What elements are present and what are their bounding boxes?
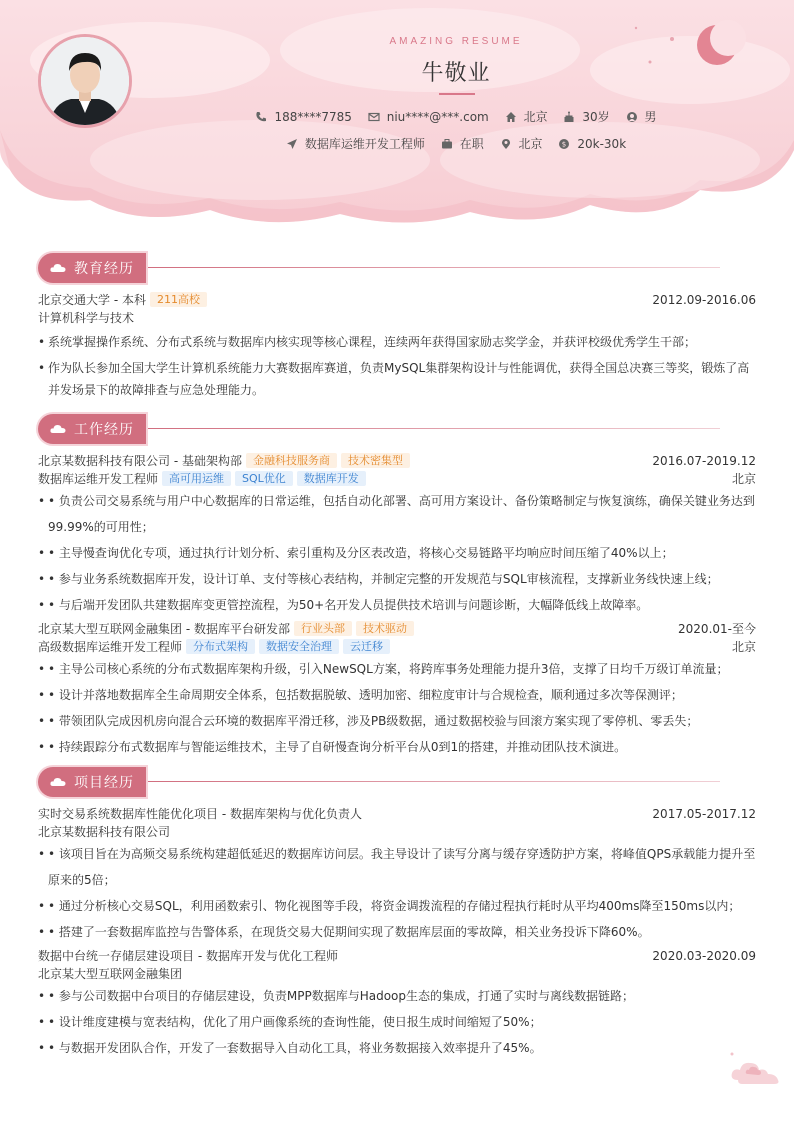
company-tag: 金融科技服务商 xyxy=(246,453,337,468)
list-item-continuation: 并发场景下的故障排查与应急处理能力。 xyxy=(48,383,265,397)
money-icon xyxy=(558,138,570,150)
list-item: • 系统掌握操作系统、分布式系统与数据库内核实现等核心课程，连续两年获得国家励志奖学金，并获评校级优秀学生干部； xyxy=(38,329,756,355)
salary-item xyxy=(558,137,626,151)
cloud-icon xyxy=(50,777,66,787)
phone-value: 188****7785 xyxy=(274,109,352,124)
job-role: 数据库运维开发工程师 xyxy=(38,472,159,486)
location-value: 北京 xyxy=(523,110,548,124)
list-item: • • 设计维度建模与宽表结构，优化了用户画像系统的查询性能，使日报生成时间缩短了50%； xyxy=(38,1009,756,1035)
section-divider xyxy=(148,428,720,429)
list-item: • • 与数据开发团队合作，开发了一套数据导入自动化工具，将业务数据接入效率提升了45%。 xyxy=(38,1035,756,1061)
location-item xyxy=(505,108,548,125)
education-period: 2012.09-2016.06 xyxy=(652,293,756,307)
job-city: 北京 xyxy=(731,472,756,486)
status-value: 在职 xyxy=(459,137,484,151)
list-item: • 作为队长参加全国大学生计算机系统能力大赛数据库赛道，负责MySQL集群架构设计与性能调优，获得全国总决赛三等奖，锻炼了高 xyxy=(38,355,756,381)
project-org: 北京某数据科技有限公司 xyxy=(38,825,171,839)
list-item: • • 与后端开发团队共建数据库变更管控流程，为50+名开发人员提供技术培训与问题诊断，大幅降低线上故障率。 xyxy=(38,592,756,618)
resume-header xyxy=(0,0,794,230)
status-item xyxy=(441,135,484,152)
name-underline xyxy=(439,93,475,95)
job-header xyxy=(38,452,756,470)
position-value: 数据库运维开发工程师 xyxy=(304,137,425,151)
contact-row xyxy=(0,108,794,126)
section-badge xyxy=(38,414,146,444)
city-value: 北京 xyxy=(518,137,543,151)
location-pin-icon xyxy=(500,138,512,150)
section-divider xyxy=(148,781,720,782)
candidate-name: 牛敬业 xyxy=(421,61,491,86)
mail-icon xyxy=(368,111,380,123)
company-name: 北京某数据科技有限公司 - 基础架构部 xyxy=(38,454,242,468)
major: 计算机科学与技术 xyxy=(38,311,135,325)
project-header xyxy=(38,947,756,965)
home-icon xyxy=(505,111,517,123)
project-period: 2017.05-2017.12 xyxy=(652,807,756,821)
gender-icon xyxy=(626,111,638,123)
skill-tag: 分布式架构 xyxy=(186,639,255,654)
skill-tag: SQL优化 xyxy=(235,471,293,486)
job-bullets xyxy=(38,656,756,760)
education-bullets xyxy=(38,329,756,381)
project-bullets xyxy=(38,983,756,1061)
job-city: 北京 xyxy=(731,640,756,654)
school-tag: 211高校 xyxy=(150,292,207,307)
email-value: niu****@***.com xyxy=(386,109,489,124)
work-section xyxy=(38,414,756,760)
list-item: • • 设计并落地数据库全生命周期安全体系，包括数据脱敏、透明加密、细粒度审计与合规检查，顺利通过多次等保测评； xyxy=(38,682,756,708)
projects-section xyxy=(38,767,756,1061)
school-name: 北京交通大学 - 本科 xyxy=(38,293,146,307)
cake-icon xyxy=(563,111,575,123)
job-period: 2016.07-2019.12 xyxy=(652,454,756,468)
job-header xyxy=(38,620,756,638)
list-item: • • 主导慢查询优化专项，通过执行计划分析、索引重构及分区表改造，将核心交易链路平均响应时间压缩了40%以上； xyxy=(38,540,756,566)
section-badge xyxy=(38,253,146,283)
job-period: 2020.01-至今 xyxy=(678,622,756,636)
project-name: 数据中台统一存储层建设项目 - 数据库开发与优化工程师 xyxy=(38,949,338,963)
list-item: • • 负责公司交易系统与用户中心数据库的日常运维，包括自动化部署、高可用方案设计、备份策略制定与恢复演练，确保关键业务达到 xyxy=(38,488,756,514)
briefcase-icon xyxy=(441,138,453,150)
cloud-decoration-icon xyxy=(728,1050,784,1086)
job-role: 高级数据库运维开发工程师 xyxy=(38,640,183,654)
education-section xyxy=(38,253,756,403)
project-org: 北京某大型互联网金融集团 xyxy=(38,967,183,981)
project-bullets xyxy=(38,893,756,945)
email-item xyxy=(368,110,489,124)
gender-value: 男 xyxy=(644,110,657,124)
city-item xyxy=(500,135,543,152)
svg-text:$: $ xyxy=(562,140,567,148)
intent-row xyxy=(0,135,794,153)
list-item: • • 通过分析核心交易SQL，利用函数索引、物化视图等手段，将资金调拨流程的存储过程执行耗时从平均400ms降至150ms以内； xyxy=(38,893,756,919)
section-header xyxy=(38,253,756,285)
phone-icon xyxy=(255,111,267,123)
skill-tag: 数据安全治理 xyxy=(259,639,339,654)
send-icon xyxy=(286,138,298,150)
list-item: • • 参与公司数据中台项目的存储层建设，负责MPP数据库与Hadoop生态的集成，打通了实时与离线数据链路； xyxy=(38,983,756,1009)
education-entry-header xyxy=(38,291,756,309)
skill-tag: 云迁移 xyxy=(343,639,390,654)
salary-value: 20k-30k xyxy=(577,136,627,151)
company-tag: 技术密集型 xyxy=(341,453,410,468)
project-header xyxy=(38,805,756,823)
section-title: 项目经历 xyxy=(74,775,134,791)
skill-tag: 数据库开发 xyxy=(297,471,366,486)
skill-tag: 高可用运维 xyxy=(162,471,231,486)
list-item: • • 参与业务系统数据库开发，设计订单、支付等核心表结构，并制定完整的开发规范与SQL审核流程，支撑新业务线快速上线； xyxy=(38,566,756,592)
company-tag: 行业头部 xyxy=(294,621,352,636)
section-header xyxy=(38,414,756,446)
section-title: 工作经历 xyxy=(74,422,134,438)
position-item xyxy=(286,135,425,152)
company-tag: 技术驱动 xyxy=(356,621,414,636)
phone-item xyxy=(255,110,351,124)
job-role-row xyxy=(38,638,756,656)
age-value: 30岁 xyxy=(582,110,610,124)
cloud-icon xyxy=(50,424,66,434)
cloud-icon xyxy=(50,263,66,273)
age-item xyxy=(563,108,609,125)
list-item: • • 搭建了一套数据库监控与告警体系，在现货交易大促期间实现了数据库层面的零故障，相关业务投诉下降60%。 xyxy=(38,919,756,945)
job-bullets xyxy=(38,540,756,618)
section-header xyxy=(38,767,756,799)
list-item: • • 带领团队完成因机房向混合云环境的数据库平滑迁移，涉及PB级数据，通过数据校验与回滚方案实现了零停机、零丢失； xyxy=(38,708,756,734)
list-item-continuation: 99.99%的可用性； xyxy=(48,520,154,534)
section-divider xyxy=(148,267,720,268)
company-name: 北京某大型互联网金融集团 - 数据库平台研发部 xyxy=(38,622,290,636)
project-bullets xyxy=(38,841,756,867)
project-period: 2020.03-2020.09 xyxy=(652,949,756,963)
section-title: 教育经历 xyxy=(74,261,134,277)
resume-tagline: AMAZING RESUME xyxy=(389,36,523,47)
gender-item xyxy=(626,108,657,125)
project-name: 实时交易系统数据库性能优化项目 - 数据库架构与优化负责人 xyxy=(38,807,362,821)
list-item-continuation: 原来的5倍； xyxy=(48,873,116,887)
job-role-row xyxy=(38,470,756,488)
list-item: • • 主导公司核心系统的分布式数据库架构升级，引入NewSQL方案，将跨库事务处理能力提升3倍，支撑了日均千万级订单流量； xyxy=(38,656,756,682)
list-item: • • 持续跟踪分布式数据库与智能运维技术，主导了自研慢查询分析平台从0到1的搭建，并推动团队技术演进。 xyxy=(38,734,756,760)
list-item: • • 该项目旨在为高频交易系统构建超低延迟的数据库访问层。我主导设计了读写分离与缓存穿透防护方案，将峰值QPS承载能力提升至 xyxy=(38,841,756,867)
section-badge xyxy=(38,767,146,797)
job-bullets xyxy=(38,488,756,514)
